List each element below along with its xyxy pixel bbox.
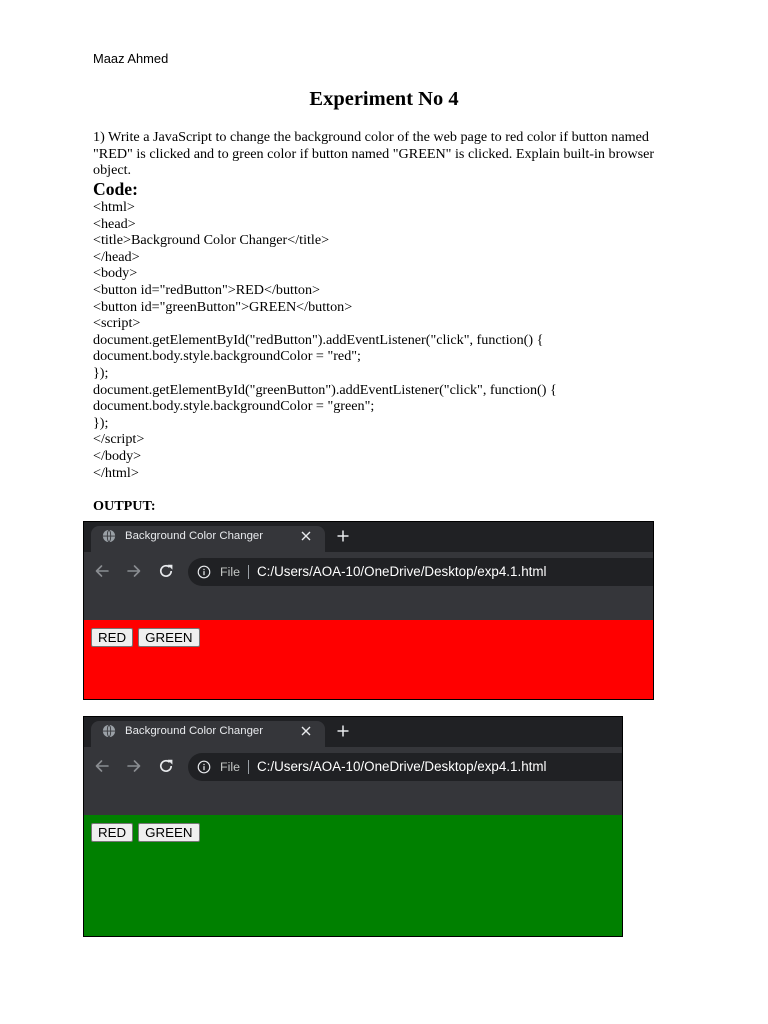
output-screenshot-red xyxy=(83,521,654,700)
author-name: Maaz Ahmed xyxy=(93,51,169,66)
code-line: <script> xyxy=(93,315,141,332)
url-scheme-label: File xyxy=(220,565,240,579)
red-button: RED xyxy=(91,823,133,842)
forward-arrow-icon xyxy=(126,758,142,774)
address-separator xyxy=(248,565,249,579)
browser-tab-strip xyxy=(84,522,653,552)
question-text xyxy=(93,129,654,179)
question-line: 1) Write a JavaScript to change the background color of the web page to red color if button named xyxy=(93,129,649,145)
info-icon xyxy=(197,760,211,774)
url-text: C:/Users/AOA-10/OneDrive/Desktop/exp4.1.html xyxy=(257,564,547,579)
browser-tab xyxy=(91,526,325,552)
experiment-title: Experiment No 4 xyxy=(309,88,459,110)
tab-title: Background Color Changer xyxy=(125,530,264,542)
browser-tab xyxy=(91,721,325,747)
green-button: GREEN xyxy=(138,823,199,842)
back-arrow-icon xyxy=(94,563,110,579)
code-line: }); xyxy=(93,364,109,381)
plus-icon xyxy=(337,530,349,542)
code-line: document.getElementById("greenButton").addEventListener("click", function() { xyxy=(93,381,557,398)
back-arrow-icon xyxy=(94,758,110,774)
code-heading: Code: xyxy=(93,179,138,199)
url-text: C:/Users/AOA-10/OneDrive/Desktop/exp4.1.html xyxy=(257,759,547,774)
question-line: "RED" is clicked and to green color if button named "GREEN" is clicked. Explain built-in browser xyxy=(93,145,655,162)
url-scheme-label: File xyxy=(220,760,240,774)
address-bar xyxy=(188,558,654,586)
browser-tab-strip xyxy=(84,717,622,747)
forward-arrow-icon xyxy=(126,563,142,579)
close-icon xyxy=(301,726,311,736)
green-button: GREEN xyxy=(138,628,199,647)
code-line: <body> xyxy=(93,265,138,282)
red-button: RED xyxy=(91,628,133,647)
output-heading: OUTPUT: xyxy=(93,498,156,514)
code-line: <head> xyxy=(93,215,136,232)
code-line: </body> xyxy=(93,447,142,464)
page-button-group xyxy=(91,823,200,842)
code-line: document.body.style.backgroundColor = "red"; xyxy=(93,348,361,365)
code-line: <html> xyxy=(93,199,135,215)
page-button-group xyxy=(91,628,200,647)
page-content xyxy=(84,815,622,936)
tab-title: Background Color Changer xyxy=(125,725,264,737)
code-block xyxy=(93,199,557,481)
code-line: </head> xyxy=(93,248,140,265)
browser-toolbar xyxy=(84,552,653,620)
address-bar xyxy=(188,753,623,781)
globe-icon xyxy=(102,724,116,738)
browser-toolbar xyxy=(84,747,622,815)
code-line: <button id="greenButton">GREEN</button> xyxy=(93,298,353,315)
question-line: object. xyxy=(93,162,132,179)
reload-icon xyxy=(158,563,174,579)
reload-icon xyxy=(158,758,174,774)
globe-icon xyxy=(102,529,116,543)
code-line: <title>Background Color Changer</title> xyxy=(93,232,330,249)
plus-icon xyxy=(337,725,349,737)
code-line: <button id="redButton">RED</button> xyxy=(93,281,320,298)
close-icon xyxy=(301,531,311,541)
address-separator xyxy=(248,760,249,774)
code-line: }); xyxy=(93,414,109,431)
output-screenshot-green xyxy=(83,716,623,937)
code-line: document.getElementById("redButton").addEventListener("click", function() { xyxy=(93,331,544,348)
info-icon xyxy=(197,565,211,579)
code-line: </html> xyxy=(93,464,139,481)
code-line: </script> xyxy=(93,431,145,448)
page-content xyxy=(84,620,653,699)
code-line: document.body.style.backgroundColor = "green"; xyxy=(93,398,375,415)
